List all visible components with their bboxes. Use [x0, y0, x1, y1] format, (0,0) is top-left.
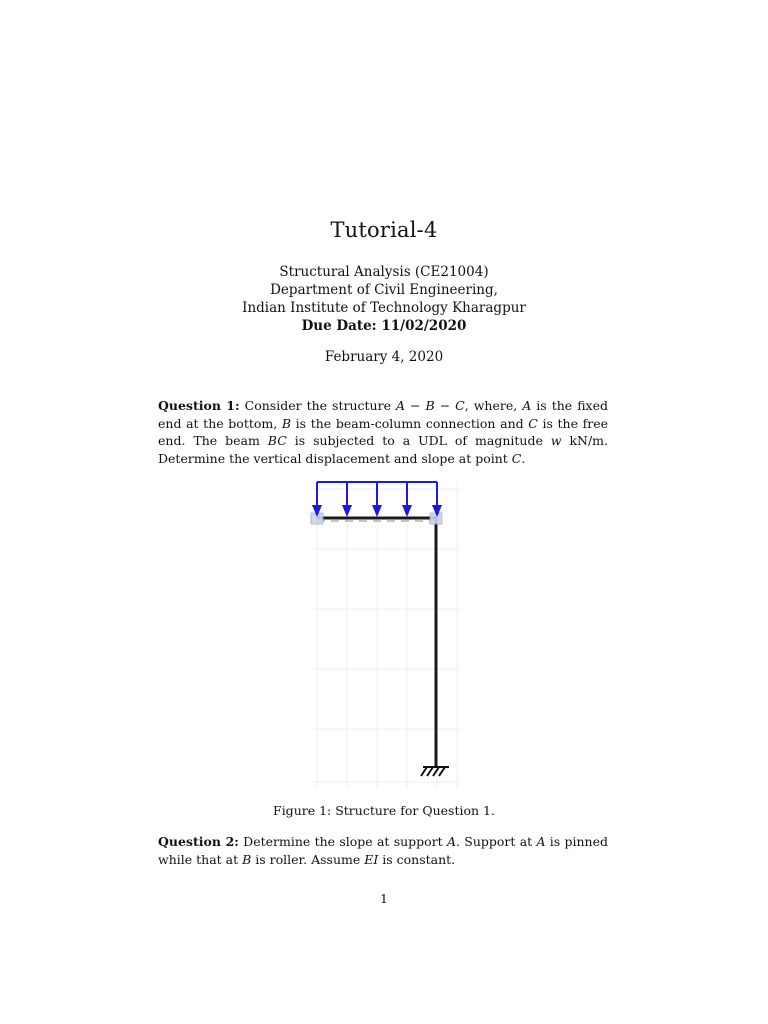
node-b-marker	[430, 513, 442, 524]
q1-text-5: is the free end. The beam	[158, 415, 609, 449]
question-1	[158, 397, 608, 467]
structure-figure	[305, 477, 465, 792]
q2-math-2: A	[536, 834, 546, 849]
q2-text-3: is pinned while that at	[158, 834, 608, 867]
q2-text-4: is roller. Assume	[251, 851, 365, 867]
q2-text-5: is constant.	[378, 851, 456, 867]
q1-math-3: B	[281, 415, 292, 431]
fixed-support-icon	[421, 767, 449, 776]
udl-arrow-head-4	[402, 505, 412, 517]
q1-text-7: kN/m. Determine the vertical displacement and slope at point	[158, 433, 609, 466]
q1-text-4: is the beam-column connection and	[291, 415, 529, 431]
course-line: Structural Analysis (CE21004)	[279, 264, 489, 280]
page-number: 1	[380, 891, 388, 906]
q1-math-2: A	[522, 398, 532, 413]
udl-load	[312, 482, 442, 517]
q1-text-1: Consider the structure	[239, 398, 396, 413]
q1-text-3: is the fixed end at the bottom,	[158, 398, 608, 431]
q1-math-4: C	[528, 415, 538, 431]
question-1-label: Question 1:	[158, 398, 240, 413]
q1-text-8: .	[521, 450, 526, 466]
department-line: Department of Civil Engineering,	[270, 282, 498, 298]
q2-text-2: . Support at	[456, 834, 537, 849]
document-date: February 4, 2020	[324, 349, 444, 365]
q1-math-7: C	[511, 450, 522, 466]
q2-math-3: B	[242, 851, 252, 867]
background-grid	[313, 482, 460, 787]
udl-arrow-head-3	[372, 505, 382, 517]
header-block	[0, 263, 768, 335]
question-2-label: Question 2:	[158, 834, 239, 849]
institute-line: Indian Institute of Technology Kharagpur	[242, 300, 526, 316]
udl-arrow-head-2	[342, 505, 352, 517]
q1-text-2: , where,	[464, 398, 523, 413]
q1-text-6: is subjected to a UDL of magnitude	[286, 433, 551, 449]
q2-text-1: Determine the slope at support	[238, 834, 447, 849]
q2-math-1: A	[447, 834, 457, 849]
question-2	[158, 833, 608, 868]
document-title: Tutorial-4	[330, 218, 438, 242]
figure-caption: Figure 1: Structure for Question 1.	[273, 803, 495, 818]
due-date: Due Date: 11/02/2020	[301, 318, 467, 334]
q1-math-1: A − B − C	[395, 398, 465, 413]
q1-math-6: w	[550, 433, 562, 449]
q1-math-5: BC	[267, 433, 287, 449]
q2-math-4: EI	[364, 851, 379, 867]
